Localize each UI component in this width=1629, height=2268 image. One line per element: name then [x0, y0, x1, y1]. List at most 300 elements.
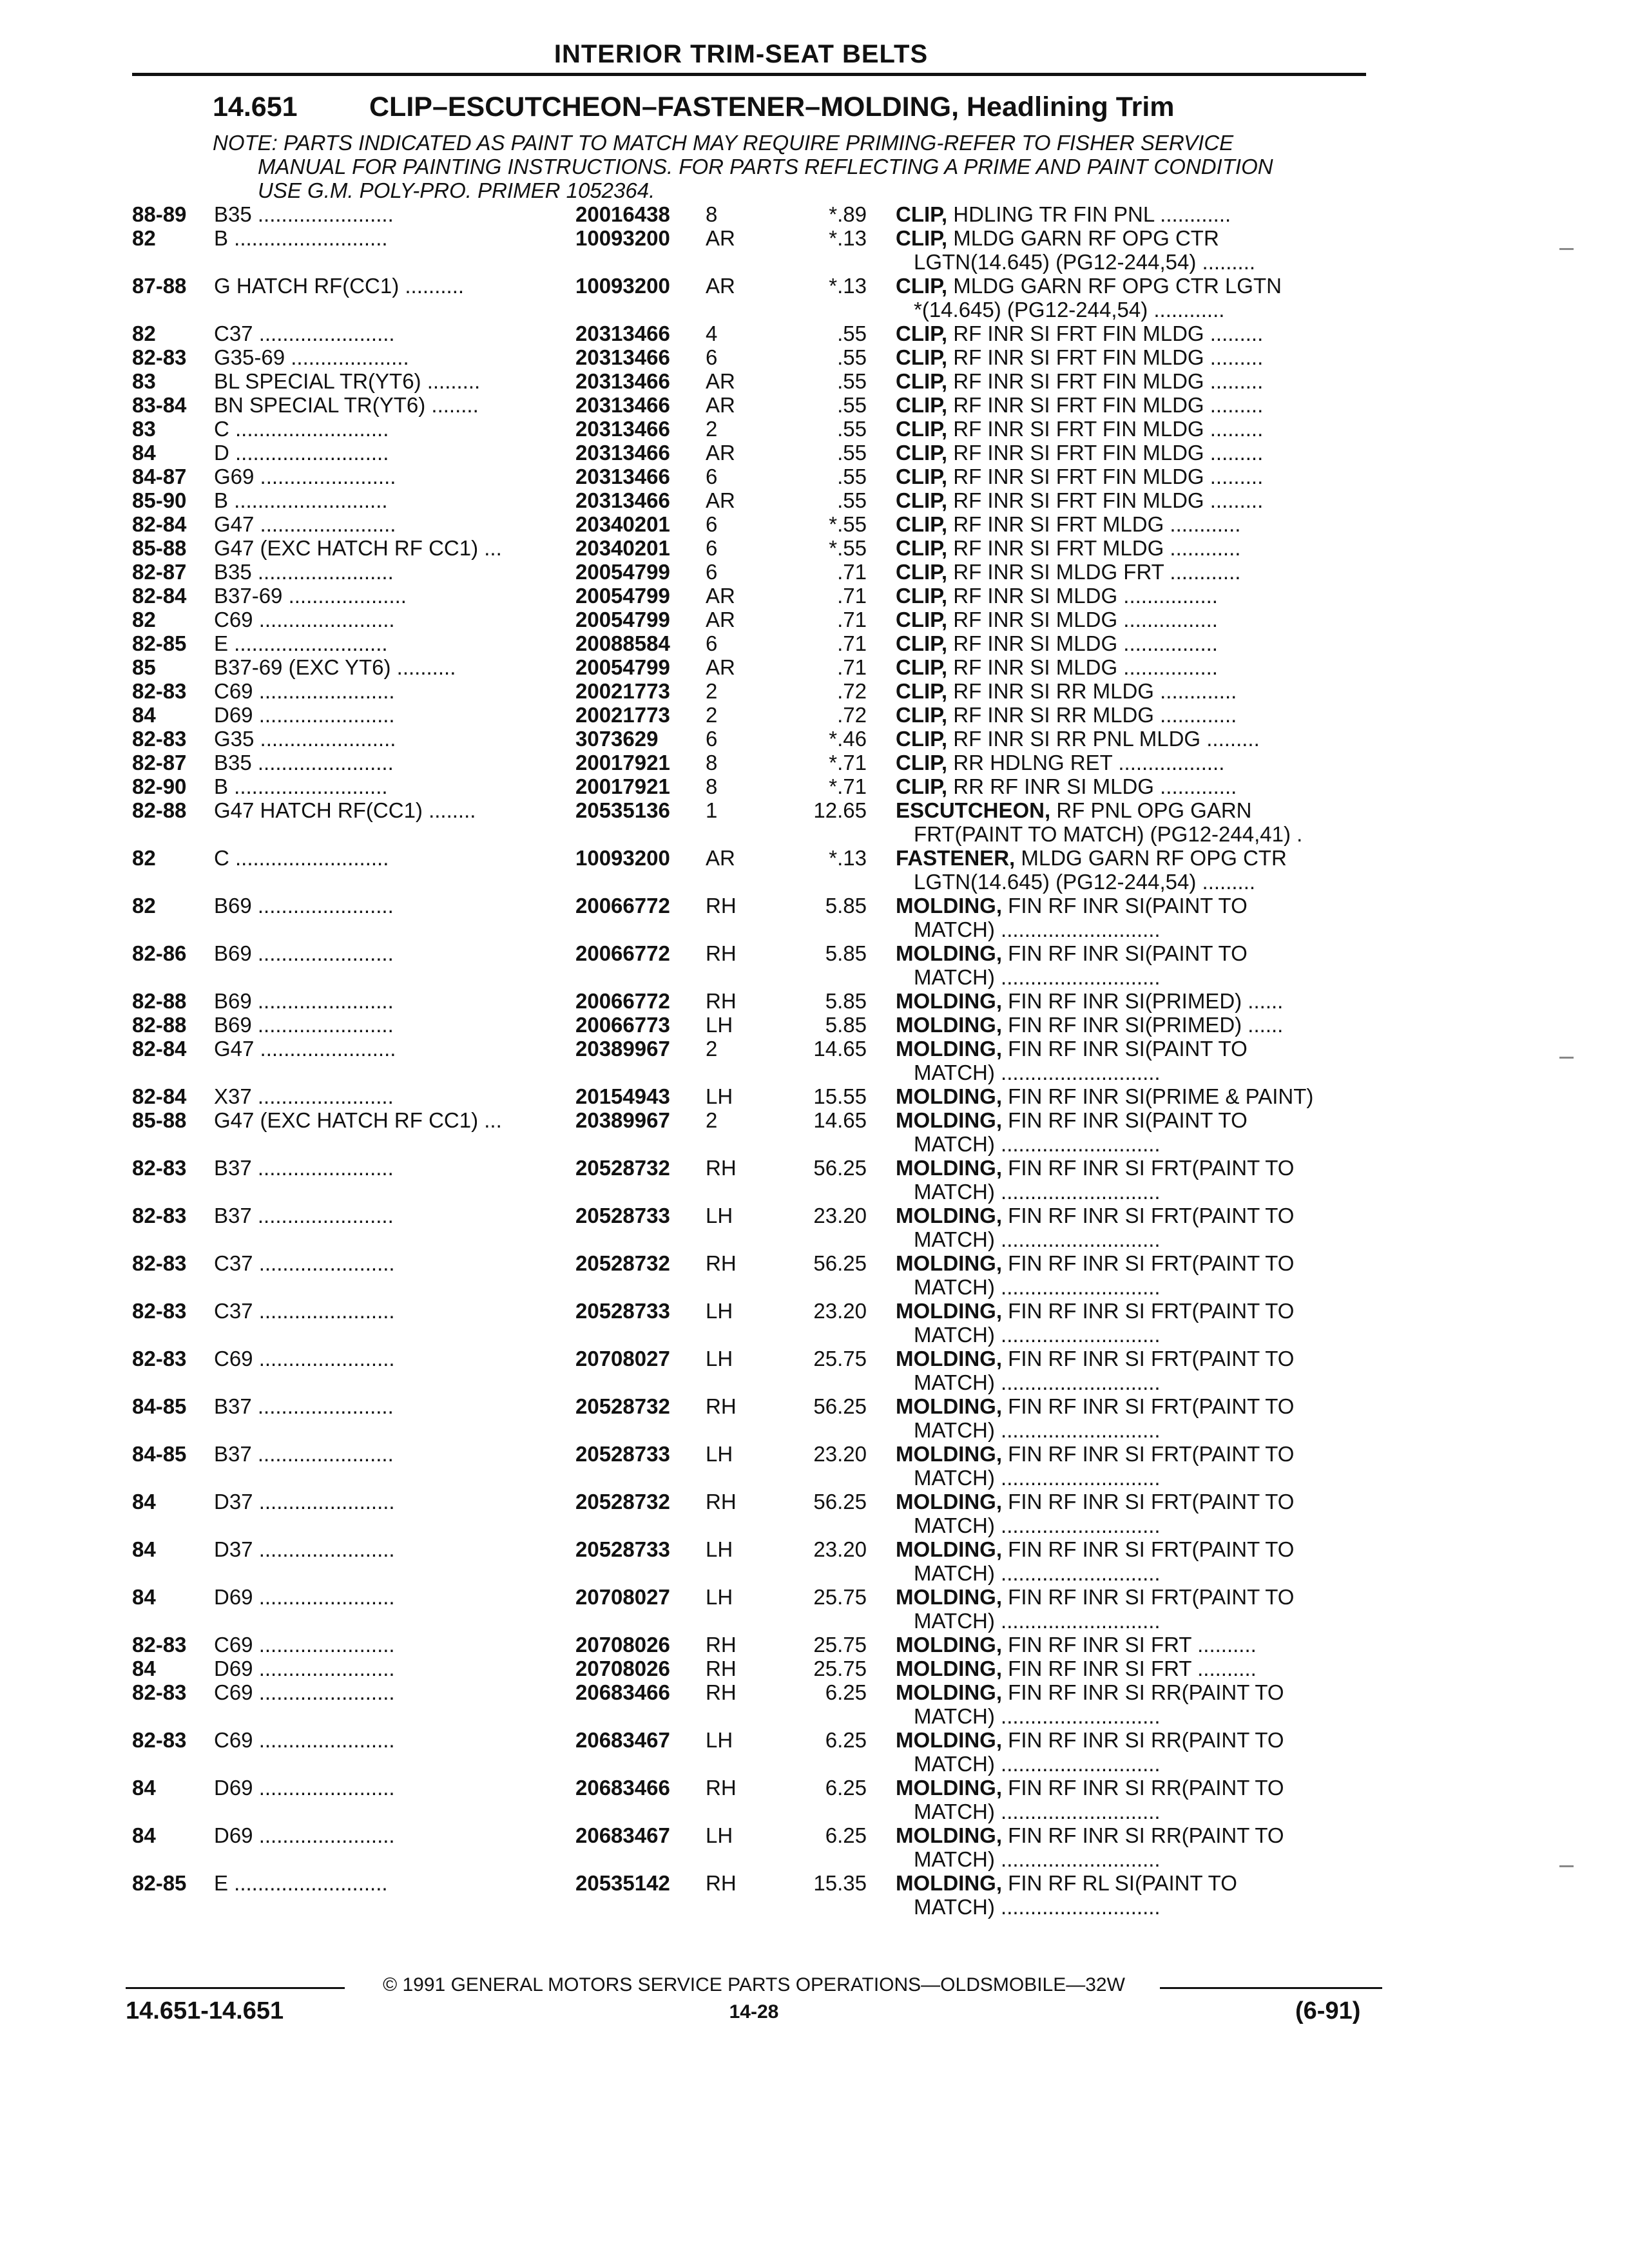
description-line: FIN RF INR SI(PAINT TO	[1008, 941, 1248, 965]
description-continuation: MATCH) ...........................	[914, 1609, 1161, 1633]
model-year: 82-83	[132, 345, 187, 369]
part-description	[896, 393, 1366, 417]
model-year: 84	[132, 1823, 156, 1847]
model-year: 82-83	[132, 1251, 187, 1275]
model-code: B37 .......................	[214, 1394, 394, 1418]
model-code: C69 .......................	[214, 1347, 395, 1370]
description-line: RF INR SI FRT FIN MLDG .........	[953, 393, 1264, 417]
model-year: 84	[132, 1490, 156, 1514]
model-code: G HATCH RF(CC1) ..........	[214, 274, 465, 298]
price: *.46	[829, 727, 867, 751]
model-code: B69 .......................	[214, 894, 394, 918]
description-head: CLIP,	[896, 488, 948, 512]
model-year: 85-88	[132, 1108, 187, 1132]
price: 12.65	[813, 798, 867, 822]
part-description	[896, 1657, 1366, 1680]
description-head: FASTENER,	[896, 846, 1016, 870]
part-number: 20389967	[575, 1037, 670, 1061]
price: .71	[837, 608, 867, 631]
quantity: AR	[706, 584, 735, 608]
quantity: LH	[706, 1728, 733, 1752]
description-line: FIN RF INR SI(PRIMED) ......	[1008, 1013, 1284, 1037]
table-row	[0, 1251, 1629, 1299]
price: *.89	[829, 202, 867, 226]
quantity: RH	[706, 941, 737, 965]
description-head: CLIP,	[896, 369, 948, 393]
quantity: 6	[706, 560, 718, 584]
table-row	[0, 417, 1629, 441]
table-row	[0, 560, 1629, 584]
price: .72	[837, 679, 867, 703]
model-code: C37 .......................	[214, 1251, 395, 1275]
table-row	[0, 345, 1629, 369]
description-continuation: MATCH) ...........................	[914, 1895, 1161, 1919]
description-continuation: MATCH) ...........................	[914, 1370, 1161, 1394]
table-row	[0, 846, 1629, 894]
description-line: FIN RF INR SI RR(PAINT TO	[1008, 1680, 1284, 1704]
description-continuation: LGTN(14.645) (PG12-244,54) .........	[914, 250, 1256, 274]
model-year: 82-86	[132, 941, 187, 965]
table-row	[0, 465, 1629, 488]
section-number: 14.651	[213, 91, 298, 122]
description-line: RF INR SI MLDG ................	[953, 655, 1218, 679]
description-continuation: LGTN(14.645) (PG12-244,54) .........	[914, 870, 1256, 894]
part-number: 10093200	[575, 274, 670, 298]
model-year: 84	[132, 1657, 156, 1680]
model-year: 84	[132, 1776, 156, 1800]
model-code: B35 .......................	[214, 560, 394, 584]
description-line: FIN RF INR SI FRT(PAINT TO	[1008, 1537, 1295, 1561]
description-line: FIN RF INR SI FRT(PAINT TO	[1008, 1442, 1295, 1466]
quantity: RH	[706, 1394, 737, 1418]
part-description	[896, 1490, 1366, 1537]
price: .55	[837, 393, 867, 417]
description-line: FIN RF INR SI FRT(PAINT TO	[1008, 1156, 1295, 1180]
quantity: RH	[706, 1871, 737, 1895]
part-description	[896, 1347, 1366, 1394]
model-year: 82-83	[132, 1728, 187, 1752]
model-code: B ..........................	[214, 226, 388, 250]
part-number: 20683466	[575, 1680, 670, 1704]
description-line: FIN RF INR SI FRT(PAINT TO	[1008, 1585, 1295, 1609]
quantity: AR	[706, 369, 735, 393]
model-code: G47 HATCH RF(CC1) ........	[214, 798, 476, 822]
description-head: MOLDING,	[896, 1490, 1002, 1514]
price: *.13	[829, 274, 867, 298]
table-row	[0, 1394, 1629, 1442]
price: 25.75	[813, 1347, 867, 1370]
table-row	[0, 226, 1629, 274]
description-continuation: MATCH) ...........................	[914, 1752, 1161, 1776]
quantity: AR	[706, 274, 735, 298]
quantity: 6	[706, 512, 718, 536]
part-number: 20313466	[575, 345, 670, 369]
price: 25.75	[813, 1585, 867, 1609]
margin-mark	[1559, 1865, 1574, 1867]
part-description	[896, 941, 1366, 989]
price: 14.65	[813, 1037, 867, 1061]
description-continuation: MATCH) ...........................	[914, 965, 1161, 989]
part-number: 10093200	[575, 846, 670, 870]
part-number: 20066772	[575, 894, 670, 918]
table-row	[0, 369, 1629, 393]
quantity: AR	[706, 655, 735, 679]
description-line: FIN RF INR SI RR(PAINT TO	[1008, 1823, 1284, 1847]
description-line: RF INR SI FRT FIN MLDG .........	[953, 322, 1264, 345]
model-code: G69 .......................	[214, 465, 396, 488]
part-number: 20683467	[575, 1728, 670, 1752]
model-code: X37 .......................	[214, 1084, 394, 1108]
table-row	[0, 536, 1629, 560]
part-description	[896, 1537, 1366, 1585]
price: .55	[837, 441, 867, 465]
price: .55	[837, 465, 867, 488]
part-number: 20528733	[575, 1299, 670, 1323]
part-description	[896, 631, 1366, 655]
description-continuation: MATCH) ...........................	[914, 918, 1161, 941]
quantity: 8	[706, 751, 718, 774]
description-head: MOLDING,	[896, 1680, 1002, 1704]
quantity: LH	[706, 1299, 733, 1323]
description-head: MOLDING,	[896, 894, 1002, 918]
table-row	[0, 989, 1629, 1013]
model-code: G35 .......................	[214, 727, 396, 751]
description-head: CLIP,	[896, 465, 948, 488]
model-year: 82-83	[132, 1299, 187, 1323]
price: *.71	[829, 751, 867, 774]
quantity: RH	[706, 1776, 737, 1800]
price: 5.85	[825, 989, 867, 1013]
table-row	[0, 631, 1629, 655]
description-continuation: MATCH) ...........................	[914, 1704, 1161, 1728]
part-description	[896, 1156, 1366, 1204]
model-year: 83	[132, 369, 156, 393]
description-line: RF INR SI RR MLDG .............	[953, 703, 1237, 727]
table-row	[0, 1657, 1629, 1680]
model-code: B35 .......................	[214, 751, 394, 774]
model-year: 85-90	[132, 488, 187, 512]
model-year: 83	[132, 417, 156, 441]
part-number: 20313466	[575, 369, 670, 393]
table-row	[0, 655, 1629, 679]
part-number: 20528732	[575, 1156, 670, 1180]
part-description	[896, 1037, 1366, 1084]
quantity: RH	[706, 1657, 737, 1680]
quantity: AR	[706, 488, 735, 512]
description-line: FIN RF INR SI RR(PAINT TO	[1008, 1776, 1284, 1800]
part-description	[896, 1871, 1366, 1919]
quantity: 8	[706, 774, 718, 798]
model-code: E ..........................	[214, 1871, 388, 1895]
description-line: RF INR SI RR MLDG .............	[953, 679, 1237, 703]
parts-table	[0, 202, 1629, 1919]
description-head: MOLDING,	[896, 1657, 1002, 1680]
part-description	[896, 417, 1366, 441]
model-code: D69 .......................	[214, 1585, 395, 1609]
description-line: FIN RF INR SI(PAINT TO	[1008, 894, 1248, 918]
model-year: 82-88	[132, 989, 187, 1013]
description-line: FIN RF INR SI FRT(PAINT TO	[1008, 1347, 1295, 1370]
description-line: FIN RF INR SI(PAINT TO	[1008, 1037, 1248, 1061]
table-row	[0, 1871, 1629, 1919]
part-number: 20313466	[575, 322, 670, 345]
table-row	[0, 751, 1629, 774]
quantity: 2	[706, 1037, 718, 1061]
price: .55	[837, 417, 867, 441]
table-row	[0, 1680, 1629, 1728]
model-year: 82-83	[132, 1204, 187, 1227]
table-row	[0, 1084, 1629, 1108]
quantity: 2	[706, 679, 718, 703]
description-continuation: MATCH) ...........................	[914, 1800, 1161, 1823]
price: *.55	[829, 536, 867, 560]
description-line: RF INR SI FRT FIN MLDG .........	[953, 488, 1264, 512]
description-head: MOLDING,	[896, 1728, 1002, 1752]
price: *.13	[829, 846, 867, 870]
model-year: 82-84	[132, 584, 187, 608]
model-year: 82-87	[132, 560, 187, 584]
table-row	[0, 1013, 1629, 1037]
part-description	[896, 202, 1366, 226]
part-number: 20066773	[575, 1013, 670, 1037]
price: .55	[837, 345, 867, 369]
price: .72	[837, 703, 867, 727]
part-number: 20066772	[575, 989, 670, 1013]
price: 56.25	[813, 1156, 867, 1180]
description-line: RF INR SI FRT FIN MLDG .........	[953, 465, 1264, 488]
model-year: 84-87	[132, 465, 187, 488]
description-head: MOLDING,	[896, 1776, 1002, 1800]
model-year: 82-83	[132, 1156, 187, 1180]
model-code: C ..........................	[214, 417, 389, 441]
note-line: NOTE: PARTS INDICATED AS PAINT TO MATCH MAY REQUIRE PRIMING-REFER TO FISHER SERVICE	[213, 131, 1234, 155]
description-continuation: MATCH) ...........................	[914, 1514, 1161, 1537]
table-row	[0, 322, 1629, 345]
model-year: 82	[132, 226, 156, 250]
model-year: 82-85	[132, 1871, 187, 1895]
part-description	[896, 774, 1366, 798]
model-code: C37 .......................	[214, 1299, 395, 1323]
table-row	[0, 274, 1629, 322]
price: .71	[837, 584, 867, 608]
price: 23.20	[813, 1442, 867, 1466]
description-line: FIN RF INR SI(PAINT TO	[1008, 1108, 1248, 1132]
quantity: 2	[706, 1108, 718, 1132]
description-line: MLDG GARN RF OPG CTR	[953, 226, 1219, 250]
price: 6.25	[825, 1728, 867, 1752]
table-row	[0, 1633, 1629, 1657]
part-description	[896, 1728, 1366, 1776]
model-code: G47 .......................	[214, 512, 396, 536]
part-number: 20528733	[575, 1442, 670, 1466]
description-continuation: MATCH) ...........................	[914, 1561, 1161, 1585]
description-head: MOLDING,	[896, 1013, 1002, 1037]
description-head: CLIP,	[896, 441, 948, 465]
page-header-title: INTERIOR TRIM-SEAT BELTS	[554, 40, 929, 68]
part-description	[896, 1585, 1366, 1633]
description-head: CLIP,	[896, 274, 948, 298]
model-year: 82-90	[132, 774, 187, 798]
price: 25.75	[813, 1633, 867, 1657]
table-row	[0, 941, 1629, 989]
description-continuation: MATCH) ...........................	[914, 1132, 1161, 1156]
model-year: 82-88	[132, 798, 187, 822]
model-year: 82-87	[132, 751, 187, 774]
description-line: FIN RF INR SI(PRIMED) ......	[1008, 989, 1284, 1013]
description-head: MOLDING,	[896, 1537, 1002, 1561]
description-head: CLIP,	[896, 417, 948, 441]
quantity: 1	[706, 798, 718, 822]
part-number: 10093200	[575, 226, 670, 250]
description-head: MOLDING,	[896, 1156, 1002, 1180]
model-year: 82-83	[132, 727, 187, 751]
part-number: 20683466	[575, 1776, 670, 1800]
model-code: G47 (EXC HATCH RF CC1) ...	[214, 536, 502, 560]
part-number: 3073629	[575, 727, 659, 751]
part-description	[896, 1442, 1366, 1490]
description-continuation: MATCH) ...........................	[914, 1275, 1161, 1299]
quantity: RH	[706, 1490, 737, 1514]
part-number: 20088584	[575, 631, 670, 655]
part-number: 20528732	[575, 1490, 670, 1514]
description-line: FIN RF INR SI FRT ..........	[1008, 1657, 1257, 1680]
table-row	[0, 1299, 1629, 1347]
model-code: B37-69 ....................	[214, 584, 407, 608]
part-number: 20313466	[575, 393, 670, 417]
model-year: 82	[132, 322, 156, 345]
quantity: RH	[706, 1156, 737, 1180]
price: 25.75	[813, 1657, 867, 1680]
table-row	[0, 1776, 1629, 1823]
model-year: 85-88	[132, 536, 187, 560]
description-head: MOLDING,	[896, 1585, 1002, 1609]
part-description	[896, 751, 1366, 774]
part-description	[896, 989, 1366, 1013]
part-number: 20021773	[575, 679, 670, 703]
note-line: MANUAL FOR PAINTING INSTRUCTIONS. FOR PARTS REFLECTING A PRIME AND PAINT CONDITION	[258, 155, 1273, 178]
part-description	[896, 465, 1366, 488]
price: .55	[837, 322, 867, 345]
description-line: RF INR SI RR PNL MLDG .........	[953, 727, 1260, 751]
part-description	[896, 584, 1366, 608]
table-row	[0, 1585, 1629, 1633]
price: 23.20	[813, 1204, 867, 1227]
header-rule	[132, 73, 1366, 76]
description-line: FIN RF INR SI FRT(PAINT TO	[1008, 1394, 1295, 1418]
table-row	[0, 894, 1629, 941]
description-continuation: FRT(PAINT TO MATCH) (PG12-244,41) .	[914, 822, 1303, 846]
part-description	[896, 679, 1366, 703]
model-code: D ..........................	[214, 441, 389, 465]
model-code: E ..........................	[214, 631, 388, 655]
part-number: 20708027	[575, 1585, 670, 1609]
description-line: RF PNL OPG GARN	[1056, 798, 1252, 822]
description-head: CLIP,	[896, 322, 948, 345]
description-head: MOLDING,	[896, 1871, 1002, 1895]
model-code: C ..........................	[214, 846, 389, 870]
description-head: MOLDING,	[896, 1299, 1002, 1323]
description-line: FIN RF RL SI(PAINT TO	[1008, 1871, 1237, 1895]
table-row	[0, 1823, 1629, 1871]
table-row	[0, 679, 1629, 703]
description-continuation: MATCH) ...........................	[914, 1180, 1161, 1204]
price: 23.20	[813, 1537, 867, 1561]
description-line: RF INR SI MLDG FRT ............	[953, 560, 1241, 584]
part-description	[896, 560, 1366, 584]
model-code: B ..........................	[214, 488, 388, 512]
description-head: MOLDING,	[896, 1442, 1002, 1466]
table-row	[0, 1490, 1629, 1537]
model-year: 88-89	[132, 202, 187, 226]
table-row	[0, 1728, 1629, 1776]
part-description	[896, 1394, 1366, 1442]
part-number: 20313466	[575, 488, 670, 512]
description-line: RF INR SI FRT MLDG ............	[953, 512, 1241, 536]
price: 56.25	[813, 1394, 867, 1418]
price: .55	[837, 488, 867, 512]
description-continuation: MATCH) ...........................	[914, 1847, 1161, 1871]
description-line: FIN RF INR SI FRT(PAINT TO	[1008, 1490, 1295, 1514]
part-number: 20528732	[575, 1251, 670, 1275]
model-code: B37 .......................	[214, 1156, 394, 1180]
price: 15.55	[813, 1084, 867, 1108]
price: 23.20	[813, 1299, 867, 1323]
description-line: RF INR SI MLDG ................	[953, 584, 1218, 608]
part-description	[896, 512, 1366, 536]
model-year: 82-83	[132, 1347, 187, 1370]
quantity: RH	[706, 1680, 737, 1704]
part-number: 20528733	[575, 1204, 670, 1227]
model-year: 82	[132, 608, 156, 631]
note-line: USE G.M. POLY-PRO. PRIMER 1052364.	[258, 178, 655, 202]
price: 15.35	[813, 1871, 867, 1895]
quantity: LH	[706, 1013, 733, 1037]
description-head: CLIP,	[896, 655, 948, 679]
price: 6.25	[825, 1823, 867, 1847]
price: .71	[837, 655, 867, 679]
quantity: 6	[706, 536, 718, 560]
model-year: 82-84	[132, 1037, 187, 1061]
model-year: 82-85	[132, 631, 187, 655]
description-continuation: MATCH) ...........................	[914, 1323, 1161, 1347]
price: 5.85	[825, 1013, 867, 1037]
description-line: MLDG GARN RF OPG CTR LGTN	[953, 274, 1282, 298]
section-range: 14.651-14.651	[126, 1997, 284, 2024]
part-number: 20054799	[575, 584, 670, 608]
table-row	[0, 202, 1629, 226]
description-continuation: MATCH) ...........................	[914, 1061, 1161, 1084]
description-head: CLIP,	[896, 774, 948, 798]
description-line: RF INR SI FRT FIN MLDG .........	[953, 345, 1264, 369]
model-code: B69 .......................	[214, 1013, 394, 1037]
quantity: RH	[706, 1633, 737, 1657]
description-line: FIN RF INR SI(PRIME & PAINT)	[1008, 1084, 1314, 1108]
part-description	[896, 846, 1366, 894]
part-description	[896, 441, 1366, 465]
model-code: G47 .......................	[214, 1037, 396, 1061]
description-head: CLIP,	[896, 393, 948, 417]
model-year: 85	[132, 655, 156, 679]
model-year: 84	[132, 703, 156, 727]
description-line: FIN RF INR SI FRT ..........	[1008, 1633, 1257, 1657]
model-year: 82-84	[132, 512, 187, 536]
model-year: 84-85	[132, 1442, 187, 1466]
description-line: RR RF INR SI MLDG .............	[953, 774, 1237, 798]
model-code: C69 .......................	[214, 608, 395, 631]
description-line: RF INR SI FRT MLDG ............	[953, 536, 1241, 560]
quantity: 6	[706, 631, 718, 655]
price: 6.25	[825, 1776, 867, 1800]
